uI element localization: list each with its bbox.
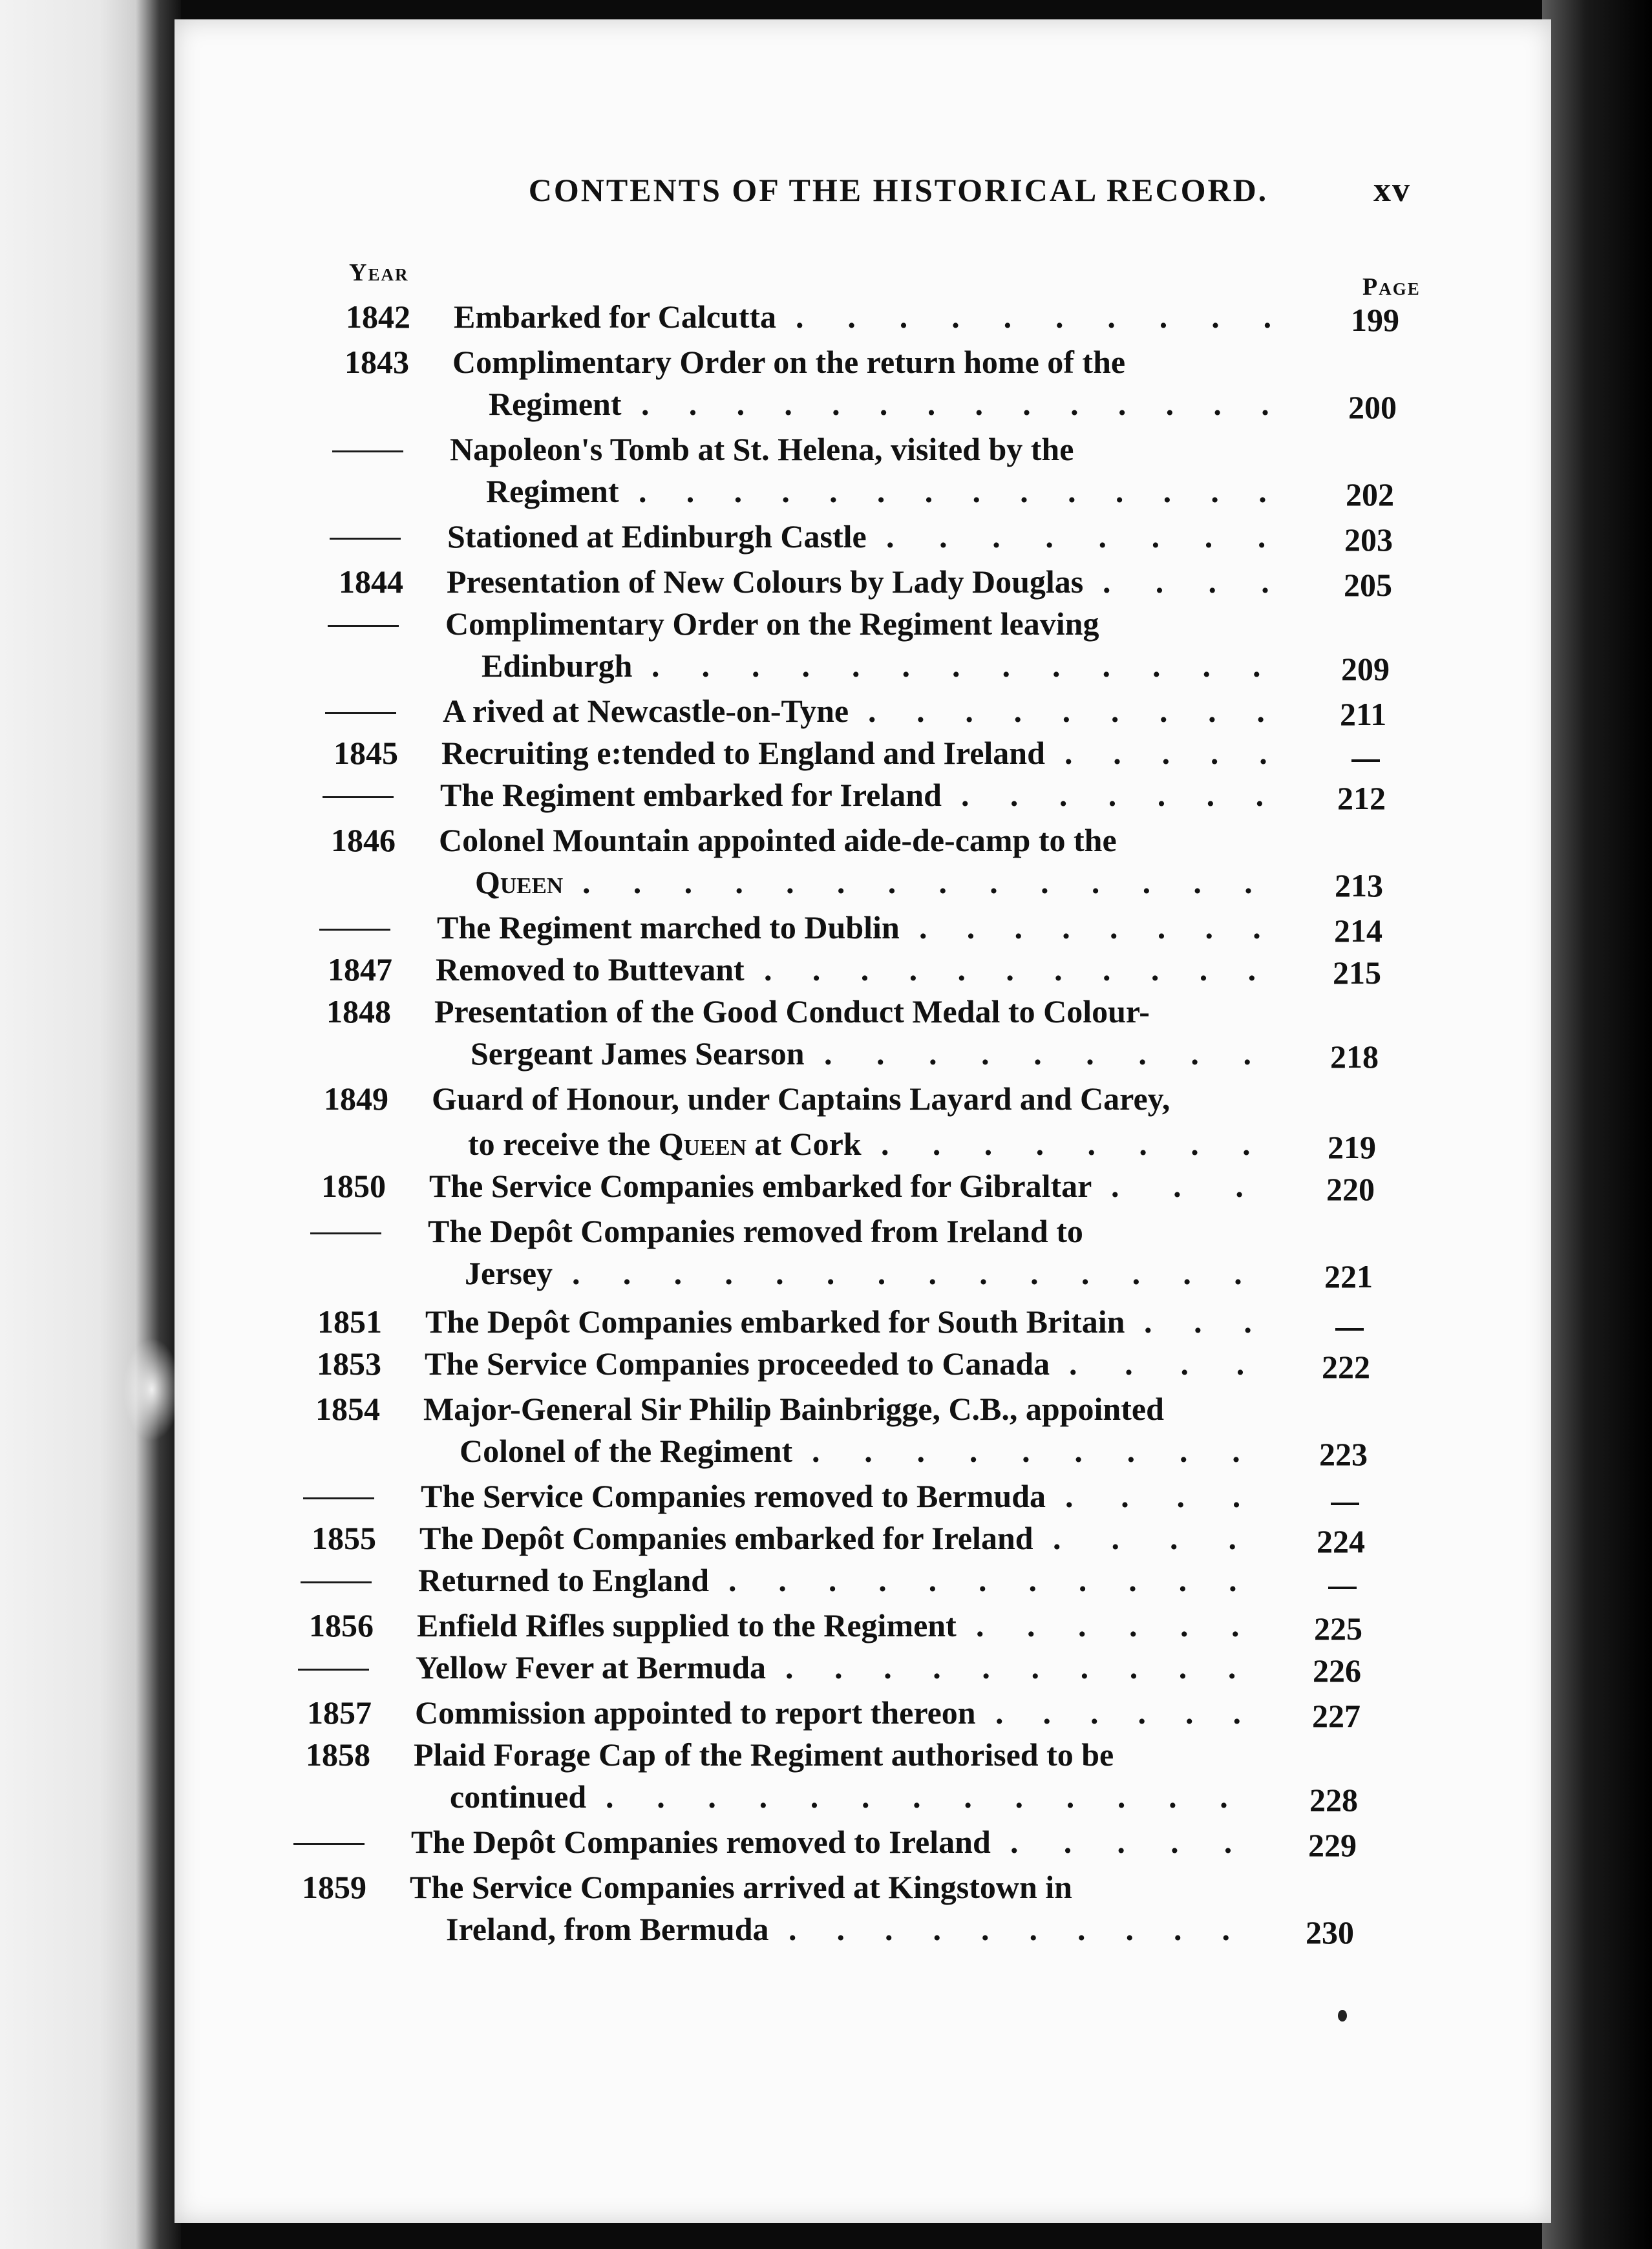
entry-page-number: 209	[1341, 651, 1390, 687]
entry-text: Presentation of the Good Conduct Medal to Colour-	[434, 993, 1150, 1029]
entry-text: Recruiting e:tended to England and Ireland	[441, 735, 1045, 771]
entry-page-number: 214	[1334, 913, 1382, 949]
leader-dots: ...	[1144, 1304, 1294, 1340]
leader-dots: ...........	[764, 951, 1297, 987]
entry-text: The Service Companies proceeded to Canada	[425, 1346, 1050, 1382]
entry-text-continued: Jersey	[465, 1255, 553, 1291]
entry-text-continued: to receive the Queen at Cork	[468, 1126, 862, 1162]
entry-text: A rived at Newcastle-on-Tyne	[443, 693, 849, 729]
leader-dots: ........	[881, 1126, 1294, 1162]
entry-text-continued: Regiment	[489, 386, 622, 422]
entry-page-number: 222	[1322, 1349, 1370, 1385]
leader-dots: ....	[1103, 564, 1314, 600]
entry-text-continued: continued	[450, 1779, 587, 1815]
running-head: CONTENTS OF THE HISTORICAL RECORD.	[528, 172, 1269, 208]
leader-dots: ..........	[785, 1649, 1277, 1685]
leader-dots: .............	[651, 648, 1303, 684]
entry-year: 1842	[346, 299, 410, 335]
entry-text: Commission appointed to report thereon	[415, 1695, 976, 1731]
entry-text: Complimentary Order on the return home of the	[452, 344, 1126, 380]
entry-year: 1859	[302, 1869, 366, 1905]
ditto-dash	[301, 1581, 372, 1583]
entry-year: 1849	[324, 1081, 388, 1117]
entry-page-number: 215	[1333, 955, 1381, 991]
leader-dots: .............	[606, 1779, 1271, 1815]
leader-dots: .....	[1064, 735, 1308, 771]
entry-page-number: 230	[1306, 1914, 1354, 1950]
entry-text: Presentation of New Colours by Lady Douglas	[447, 564, 1084, 600]
ditto-page-dash	[1335, 1328, 1364, 1331]
leader-dots: ......	[976, 1607, 1282, 1643]
ditto-dash	[303, 1497, 374, 1499]
leader-dots: ........	[886, 518, 1311, 554]
entry-year: 1845	[334, 735, 398, 771]
ditto-page-dash	[1328, 1587, 1357, 1589]
leader-dots: ......	[995, 1695, 1280, 1731]
ditto-dash	[298, 1669, 369, 1671]
entry-page-number: 226	[1313, 1652, 1361, 1689]
entry-text: Removed to Buttevant	[436, 951, 745, 987]
entry-text-continued: Colonel of the Regiment	[460, 1433, 793, 1469]
entry-year: 1846	[331, 822, 396, 858]
entry-text: The Service Companies removed to Bermuda	[421, 1478, 1046, 1514]
leader-dots: ..............	[582, 864, 1295, 900]
entry-page-number: 202	[1346, 476, 1394, 512]
entry-text: Enfield Rifles supplied to the Regiment	[417, 1607, 957, 1643]
entry-text-continued: Sergeant James Searson	[471, 1035, 805, 1072]
leader-dots: ...	[1111, 1168, 1298, 1204]
entry-page-number: 219	[1328, 1129, 1376, 1165]
leader-dots: ..............	[641, 386, 1309, 422]
entry-text: Returned to England	[418, 1562, 710, 1598]
ditto-dash	[328, 625, 399, 627]
entry-text: The Regiment marched to Dublin	[437, 909, 900, 945]
entry-year: 1856	[309, 1607, 374, 1643]
entry-page-number: 205	[1344, 567, 1392, 603]
entry-year: 1843	[344, 344, 409, 380]
ditto-dash	[323, 796, 394, 798]
entry-year: 1854	[315, 1391, 380, 1427]
ditto-dash	[330, 538, 401, 540]
entry-text-continued: Edinburgh	[482, 648, 633, 684]
leader-dots: ...........	[728, 1562, 1279, 1598]
entry-text: Napoleon's Tomb at St. Helena, visited by the	[450, 431, 1074, 467]
entry-year: 1848	[326, 993, 391, 1029]
column-heading-year: Year	[349, 259, 409, 286]
leader-dots: .........	[824, 1035, 1296, 1072]
small-caps-word: Queen	[658, 1126, 747, 1162]
entry-year: 1844	[339, 564, 403, 600]
book-page	[175, 19, 1551, 2223]
entry-text: Stationed at Edinburgh Castle	[447, 518, 867, 554]
entry-page-number: 224	[1317, 1523, 1365, 1559]
entry-year: 1850	[321, 1168, 386, 1204]
entry-text: Complimentary Order on the Regiment leaving	[445, 606, 1099, 642]
column-heading-page: Page	[1362, 273, 1421, 301]
ditto-page-dash	[1351, 759, 1380, 762]
entry-page-number: 223	[1319, 1436, 1368, 1472]
entry-page-number: 200	[1348, 389, 1397, 425]
book-left-edge	[0, 0, 181, 2249]
entry-year: 1857	[307, 1695, 372, 1731]
ditto-page-dash	[1331, 1503, 1359, 1505]
scan-glare	[123, 1338, 181, 1441]
entry-text-continued: Ireland, from Bermuda	[446, 1911, 769, 1947]
entry-text: The Depôt Companies removed from Ireland to	[428, 1213, 1083, 1249]
entry-text: The Service Companies arrived at Kingstown in	[410, 1869, 1072, 1905]
entry-page-number: 212	[1337, 780, 1386, 816]
leader-dots: ..........	[789, 1911, 1270, 1947]
entry-page-number: 213	[1335, 867, 1383, 903]
entry-text: The Depôt Companies embarked for South Britain	[425, 1304, 1125, 1340]
entry-page-number: 203	[1344, 522, 1393, 558]
leader-dots: .......	[961, 777, 1305, 813]
entry-text: Major-General Sir Philip Bainbrigge, C.B., appointed	[423, 1391, 1164, 1427]
ditto-dash	[293, 1843, 365, 1845]
leader-dots: ..........	[796, 299, 1315, 335]
ditto-dash	[325, 712, 396, 714]
entry-page-number: 227	[1312, 1698, 1361, 1734]
entry-text: The Depôt Companies removed to Ireland	[411, 1824, 991, 1860]
entry-text: Yellow Fever at Bermuda	[416, 1649, 767, 1685]
leader-dots: .........	[812, 1433, 1285, 1469]
leader-dots: ....	[1069, 1346, 1292, 1382]
contents-list	[175, 19, 1551, 2223]
leader-dots: .........	[868, 693, 1306, 729]
leader-dots: .....	[1010, 1824, 1278, 1860]
leader-dots: ....	[1065, 1478, 1288, 1514]
entry-page-number: 220	[1326, 1171, 1375, 1207]
entry-text-continued: Regiment	[486, 473, 619, 509]
entry-page-number: 218	[1330, 1039, 1379, 1075]
page-number: xv	[1373, 170, 1411, 209]
entry-page-number: 199	[1351, 302, 1399, 338]
entry-year: 1858	[306, 1737, 370, 1773]
entry-page-number: 228	[1309, 1782, 1358, 1818]
entry-text: The Depôt Companies embarked for Ireland	[419, 1520, 1033, 1556]
leader-dots: ..............	[572, 1255, 1285, 1291]
entry-year: 1855	[312, 1520, 376, 1556]
book-right-edge	[1542, 0, 1652, 2249]
entry-text: Plaid Forage Cap of the Regiment authorised to be	[414, 1737, 1114, 1773]
entry-text: The Service Companies embarked for Gibraltar	[429, 1168, 1092, 1204]
entry-text: The Regiment embarked for Ireland	[440, 777, 942, 813]
entry-year: 1853	[317, 1346, 381, 1382]
entry-text: Embarked for Calcutta	[454, 299, 777, 335]
entry-page-number: 211	[1340, 696, 1387, 732]
entry-page-number: 225	[1314, 1610, 1362, 1647]
entry-year: 1851	[317, 1304, 382, 1340]
entry-text-continued: Queen	[475, 864, 564, 900]
ditto-dash	[310, 1232, 381, 1234]
leader-dots: ..............	[639, 473, 1306, 509]
entry-page-number: 229	[1308, 1827, 1357, 1863]
entry-text: Colonel Mountain appointed aide-de-camp to the	[439, 822, 1117, 858]
entry-year: 1847	[328, 951, 392, 987]
entry-page-number: 221	[1324, 1258, 1373, 1294]
entry-text: Guard of Honour, under Captains Layard and Carey,	[432, 1081, 1170, 1117]
ditto-dash	[332, 450, 403, 452]
leader-dots: ........	[919, 909, 1300, 945]
leader-dots: ....	[1053, 1520, 1287, 1556]
ditto-dash	[319, 929, 390, 931]
